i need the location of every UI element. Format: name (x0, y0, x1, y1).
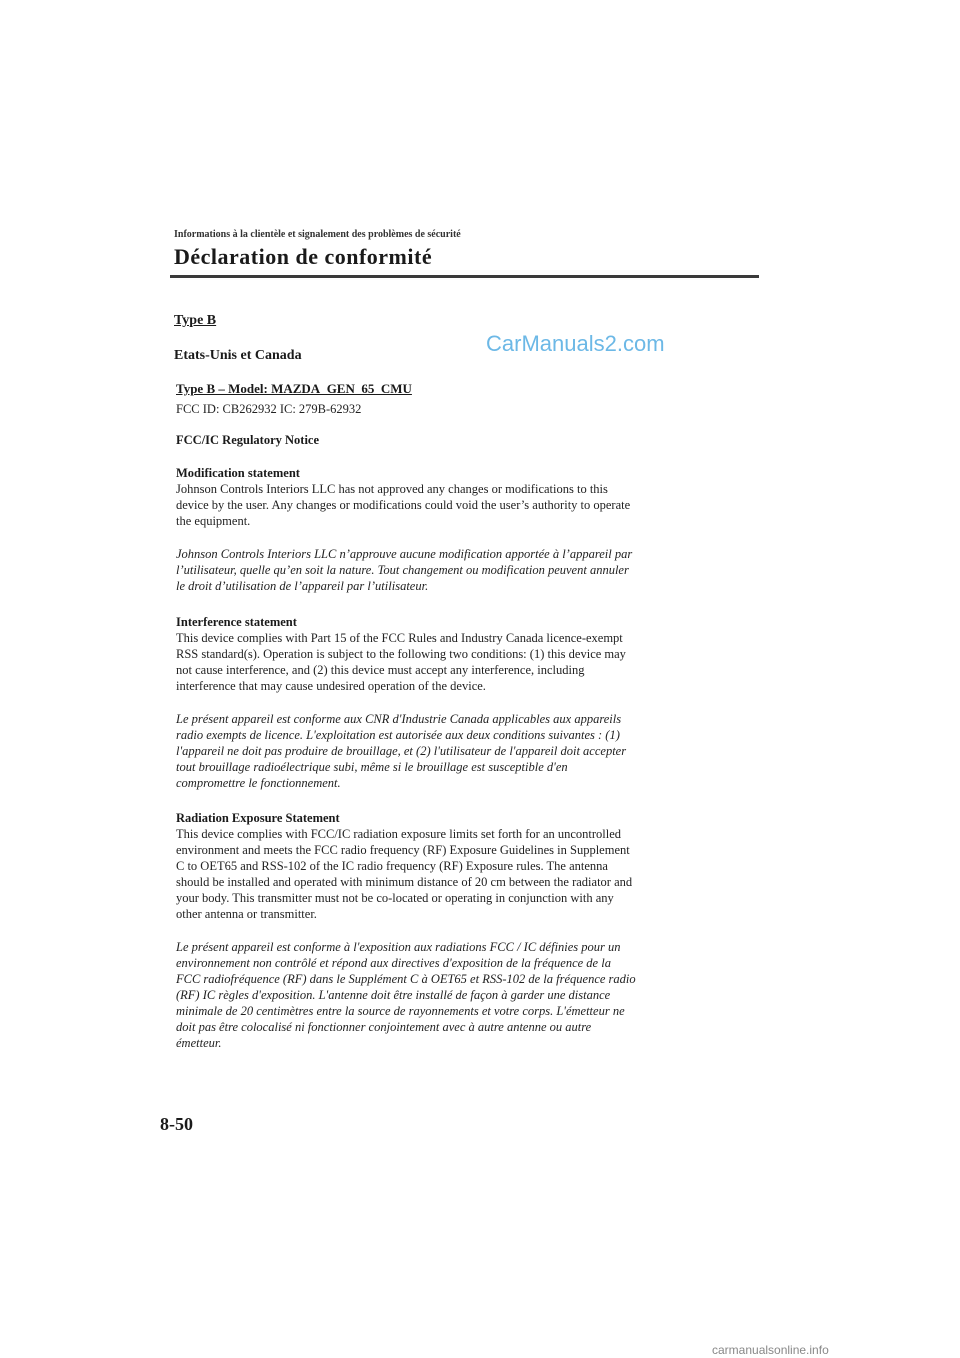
paragraph-line: C to OET65 and RSS-102 of the IC radio frequency (RF) Exposure rules. The antenna (176, 859, 608, 873)
section-region-heading: Etats-Unis et Canada (174, 348, 302, 363)
paragraph-line: device by the user. Any changes or modifications could void the user’s authority to operate (176, 498, 631, 512)
paragraph-line: compromettre le fonctionnement. (176, 776, 341, 790)
paragraph-line: not cause interference, and (2) this device must accept any interference, including (176, 663, 585, 677)
paragraph-line: RSS standard(s). Operation is subject to the following two conditions: (1) this device may (176, 647, 626, 661)
modification-statement-en (176, 465, 736, 529)
model-line: Type B – Model: MAZDA_GEN_65_CMU (176, 381, 412, 396)
paragraph-line: doit pas être colocalisé ni fonctionner conjointement avec à autre antenne ou autre (176, 1020, 592, 1034)
title-divider (170, 275, 759, 278)
paragraph-line: should be installed and operated with minimum distance of 20 cm between the radiator and (176, 875, 633, 889)
paragraph-line: Johnson Controls Interiors LLC n’approuve aucune modification apportée à l’appareil par (176, 547, 633, 561)
modification-statement-fr (176, 546, 736, 594)
interference-heading: Interference statement (176, 615, 297, 629)
modification-heading: Modification statement (176, 466, 300, 480)
paragraph-line: other antenna or transmitter. (176, 907, 317, 921)
paragraph-line: l'appareil ne doit pas produire de brouillage, et (2) l'utilisateur de l'appareil doit accepter (176, 744, 627, 758)
footer-watermark: carmanualsonline.info (712, 1343, 829, 1357)
page-number: 8-50 (160, 1114, 193, 1134)
paragraph-line: environnement non contrôlé et répond aux directives d'exposition de la fréquence de la (176, 956, 611, 970)
paragraph-line: émetteur. (176, 1036, 222, 1050)
paragraph-line: FCC radiofréquence (RF) dans le Supplément C à OET65 et RSS-102 de la fréquence radio (176, 972, 636, 986)
radiation-statement-en (176, 810, 736, 922)
paragraph-line: Le présent appareil est conforme aux CNR d'Industrie Canada applicables aux appareils (176, 712, 622, 726)
paragraph-line: This device complies with FCC/IC radiation exposure limits set forth for an uncontrolled (176, 827, 622, 841)
breadcrumb: Informations à la clientèle et signalement des problèmes de sécurité (174, 229, 461, 240)
section-type-heading: Type B (174, 313, 217, 328)
watermark-link[interactable]: CarManuals2.com (486, 331, 665, 356)
page-title: Déclaration de conformité (174, 244, 433, 269)
paragraph-line: Johnson Controls Interiors LLC has not approved any changes or modifications to this (176, 482, 608, 496)
paragraph-line: le droit d’utilisation de l’appareil par l’utilisateur. (176, 579, 429, 593)
paragraph-line: radio exempts de licence. L'exploitation est autorisée aux deux conditions suivantes : (1) (176, 728, 620, 742)
paragraph-line: your body. This transmitter must not be co-located or operating in conjunction with any (176, 891, 614, 905)
radiation-heading: Radiation Exposure Statement (176, 811, 340, 825)
interference-statement-fr (176, 711, 736, 791)
regulatory-notice-heading: FCC/IC Regulatory Notice (176, 433, 320, 447)
paragraph-line: (RF) IC règles d'exposition. L'antenne doit être installé de façon à garder une distance (176, 988, 611, 1002)
interference-statement-en (176, 614, 736, 694)
paragraph-line: Le présent appareil est conforme à l'exposition aux radiations FCC / IC définies pour un (176, 940, 621, 954)
paragraph-line: environment and meets the FCC radio frequency (RF) Exposure Guidelines in Supplement (176, 843, 630, 857)
paragraph-line: minimale de 20 centimètres entre la source de rayonnements et votre corps. L'émetteur ne (176, 1004, 625, 1018)
paragraph-line: tout brouillage radioélectrique subi, même si le brouillage est susceptible d'en (176, 760, 568, 774)
fcc-ic-ids: FCC ID: CB262932 IC: 279B-62932 (176, 402, 362, 416)
paragraph-line: the equipment. (176, 514, 251, 528)
paragraph-line: This device complies with Part 15 of the FCC Rules and Industry Canada licence-exempt (176, 631, 623, 645)
radiation-statement-fr (176, 939, 736, 1051)
paragraph-line: l’utilisateur, quelle qu’en soit la nature. Tout changement ou modification peuvent annuler (176, 563, 629, 577)
paragraph-line: interference that may cause undesired operation of the device. (176, 679, 486, 693)
